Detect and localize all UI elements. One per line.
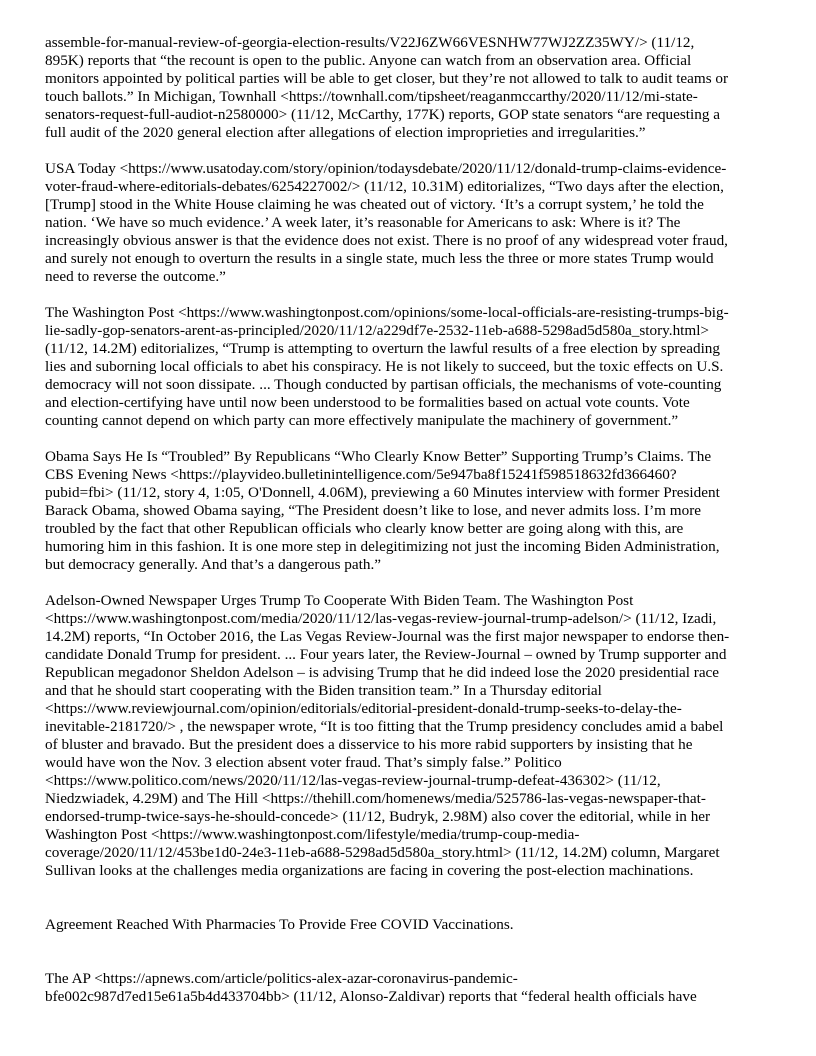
document-body <box>45 34 773 1006</box>
section-heading-covid-vaccinations: Agreement Reached With Pharmacies To Provide Free COVID Vaccinations. <box>45 916 514 933</box>
paragraph-washington-post-editorial: The Washington Post <https://www.washingtonpost.com/opinions/some-local-officials-are-resisting-trumps-big- lie-sadly-gop-senators-arent-as-principled/2020/11/12/a229df7e-2532-11eb-a688-5298ad5d580a_story.html> (11/12, 14.2M) editorializes, “Trump is attempting to overturn the lawful results of a free election by spreading lies and suborning local officials to abet his conspiracy. He is not likely to succeed, but the toxic effects on U.S. democracy will not soon dissipate. ... Though conducted by partisan officials, the mechanisms of vote-counting and election-certifying have until now been understood to be formalities based on actual vote counts. Vote counting cannot depend on which party can more effectively manipulate the machinery of government.” <box>45 304 729 429</box>
paragraph-adelson-newspaper: Adelson-Owned Newspaper Urges Trump To Cooperate With Biden Team. The Washington Post <https://www.washingtonpost.com/media/2020/11/12/las-vegas-review-journal-trump-adelson/> (11/12, Izadi, 14.2M) reports, “In October 2016, the Las Vegas Review-Journal was the first major newspaper to endorse then- candidate Donald Trump for president. ... Four years later, the Review-Journal – owned by Trump supporter and Republican megadonor Sheldon Adelson – is advising Trump that he did indeed lose the 2020 presidential race and that he should start cooperating with the Biden transition team.” In a Thursday editorial <https://www.reviewjournal.com/opinion/editorials/editorial-president-donald-trump-seeks-to-delay-the- inevitable-2181720/> , the newspaper wrote, “It is too fitting that the Trump presidency concludes amid a babel of bluster and bravado. But the president does a disservice to his more rabid supporters by insisting that he would have won the Nov. 3 election absent voter fraud. That’s simply false.” Politico <https://www.politico.com/news/2020/11/12/las-vegas-review-journal-trump-defeat-436302> (11/12, Niedzwiadek, 4.29M) and The Hill <https://thehill.com/homenews/media/525786-las-vegas-newspaper-that- endorsed-trump-twice-says-he-should-concede> (11/12, Budryk, 2.98M) also cover the editorial, while in her Washington Post <https://www.washingtonpost.com/lifestyle/media/trump-coup-media- coverage/2020/11/12/453be1d0-24e3-11eb-a688-5298ad5d580a_story.html> (11/12, 14.2M) column, Margaret Sullivan looks at the challenges media organizations are facing in covering the post-election machinations. <box>45 592 730 879</box>
paragraph-georgia-recount: assemble-for-manual-review-of-georgia-election-results/V22J6ZW66VESNHW77WJ2ZZ35WY/> (11/12, 895K) reports that “the recount is open to the public. Anyone can watch from an observation area. Official monitors appointed by political parties will be able to get closer, but they’re not allowed to talk to audit teams or touch ballots.” In Michigan, Townhall <https://townhall.com/tipsheet/reaganmccarthy/2020/11/12/mi-state- senators-request-full-audiot-n2580000> (11/12, McCarthy, 177K) reports, GOP state senators “are requesting a full audit of the 2020 general election after allegations of election improprieties and irregularities.” <box>45 34 729 141</box>
paragraph-ap-vaccinations: The AP <https://apnews.com/article/politics-alex-azar-coronavirus-pandemic- bfe002c987d7ed15e61a5b4d433704bb> (11/12, Alonso-Zaldivar) reports that “federal health officials have <box>45 970 697 1005</box>
paragraph-usa-today-editorial: USA Today <https://www.usatoday.com/story/opinion/todaysdebate/2020/11/12/donald-trump-claims-evidence- voter-fraud-where-editorials-debates/6254227002/> (11/12, 10.31M) editorializes, “Two days after the election, [Trump] stood in the White House claiming he was cheated out of victory. ‘It’s a corrupt system,’ he told the nation. ‘We have so much evidence.’ A week later, it’s reasonable for Americans to ask: Where is it? The increasingly obvious answer is that the evidence does not exist. There is no proof of any widespread voter fraud, and surely not enough to overturn the results in a single state, much less the three or more states Trump would need to reverse the outcome.” <box>45 160 728 285</box>
paragraph-obama-troubled: Obama Says He Is “Troubled” By Republicans “Who Clearly Know Better” Supporting Trump’s Claims. The CBS Evening News <https://playvideo.bulletinintelligence.com/5e947ba8f15241f598518632fd366460? pubid=fbi> (11/12, story 4, 1:05, O'Donnell, 4.06M), previewing a 60 Minutes interview with former President Barack Obama, showed Obama saying, “The President doesn’t like to lose, and never admits loss. I’m more troubled by the fact that other Republican officials who clearly know better are going along with this, are humoring him in this fashion. It is one more step in delegitimizing not just the incoming Biden Administration, but democracy generally. And that’s a dangerous path.” <box>45 448 720 573</box>
